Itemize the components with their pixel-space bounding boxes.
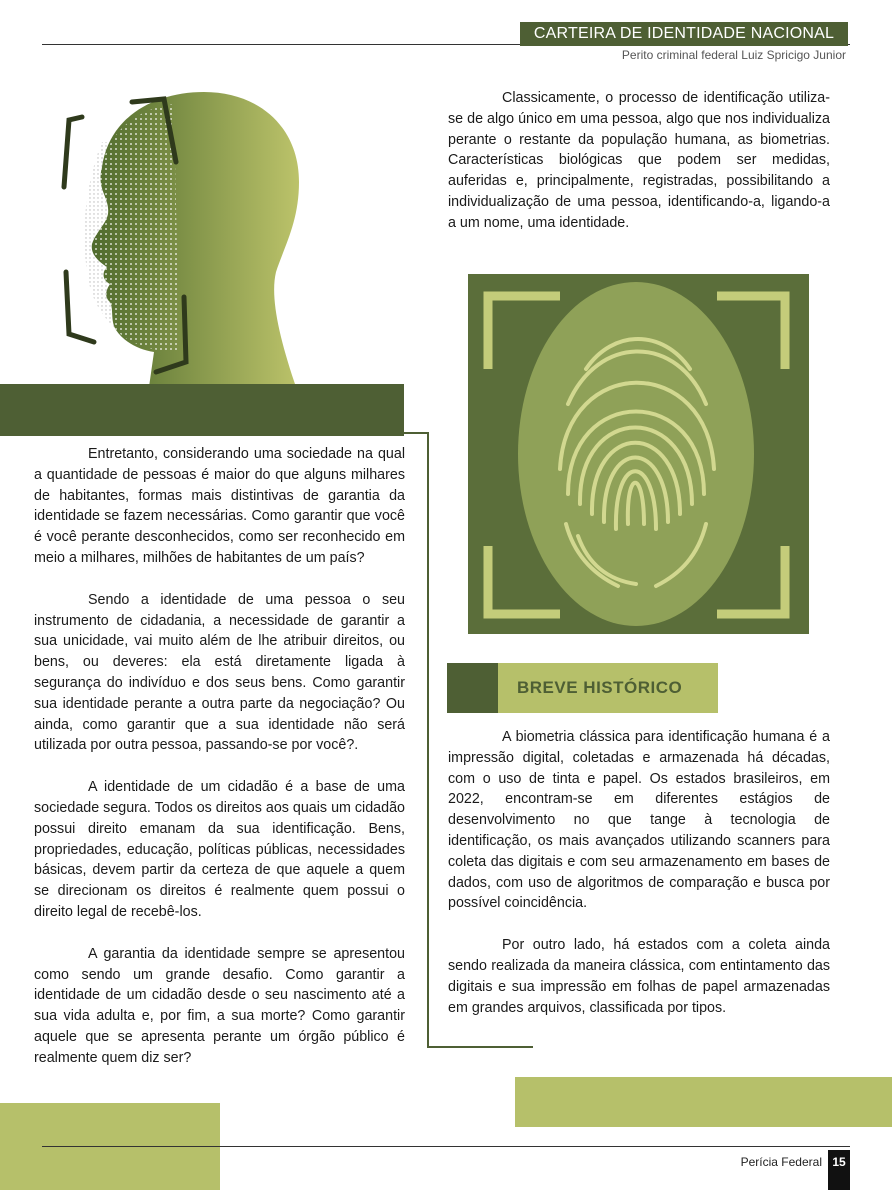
connector-line: [404, 432, 429, 434]
fingerprint-scan-icon: [468, 274, 809, 634]
page-number: 15: [828, 1150, 850, 1190]
header-title: CARTEIRA DE IDENTIDADE NACIONAL: [520, 22, 848, 46]
decor-block-right: [515, 1077, 892, 1127]
decor-bar-left: [0, 384, 404, 436]
right-column-body: [448, 727, 830, 1039]
paragraph: A biometria clássica para identificação humana é a impressão digital, coletadas e armazenada há décadas, com o uso de tinta e papel. Os estados brasileiros, em 2022, encontram-se em diferentes estágios de desenvolvimento no que tange à tecnologia de identificação, os mais avançados utilizando scanners para coleta das digitais e com seu armazenamento em bases de dados, com uso de algoritmos de comparação e busca por possível coincidência.: [448, 729, 830, 912]
paragraph: A identidade de um cidadão é a base de uma sociedade segura. Todos os direitos aos quais um cidadão possui direito emanam da sua identificação. Bens, propriedades, educação, políticas públicas, necessidades básicas, devem partir da certeza de que aquele a quem se direcionam os direitos é realmente quem possui o direito legal de recebê-los.: [34, 779, 405, 920]
section-header-accent: [447, 663, 498, 713]
left-column: [34, 444, 405, 1090]
connector-line: [427, 1046, 533, 1048]
section-title: BREVE HISTÓRICO: [517, 678, 683, 697]
footer-divider: [42, 1146, 850, 1147]
paragraph: Sendo a identidade de uma pessoa o seu instrumento de cidadania, a necessidade de garantir a sua unicidade, vai muito além de lhe atribuir direitos, ou bens, ou deveres: ela está diretamente ligada à segurança do indivíduo e dos seus bens. Como garantir sua identidade perante a outra parte da negociação? Ou ainda, como garantir que a sua identidade não será utilizada por outra pessoa, passando-se por você?.: [34, 591, 405, 754]
right-column-intro: [448, 88, 830, 255]
paragraph: Por outro lado, há estados com a coleta ainda sendo realizada da maneira clássica, com entintamento das digitais e sua impressão em folhas de papel armazenadas em grandes arquivos, classificada por tipos.: [448, 937, 830, 1016]
section-header-breve-historico: [447, 663, 718, 713]
connector-line: [427, 432, 429, 1047]
face-scan-icon: [44, 72, 384, 387]
header-author: Perito criminal federal Luiz Spricigo Junior: [621, 48, 846, 62]
paragraph: Entretanto, considerando uma sociedade na qual a quantidade de pessoas é maior do que alguns milhares de habitantes, formas mais distintivas de garantia da identidade se fazem necessárias. Como garantir que você é você perante desconhecidos, como ser reconhecido em meio a milhares, milhões de habitantes de um país?: [34, 446, 405, 566]
footer-publication: Perícia Federal: [740, 1155, 822, 1169]
paragraph: A garantia da identidade sempre se apresentou como sendo um grande desafio. Como garantir a identidade de um cidadão desde o seu nascimento até a sua vida adulta e, por fim, a sua morte? Como garantir aquele que se apresenta perante um órgão público é realmente quem diz ser?: [34, 945, 405, 1066]
paragraph: Classicamente, o processo de identificação utiliza-se de algo único em uma pessoa, algo que nos individualiza perante o restante da população humana, as biometrias. Características biológicas que podem ser medidas, auferidas e, principalmente, registradas, possibilitando a individualização de uma pessoa, identificando-a, ligando-a a um nome, uma identidade.: [448, 90, 830, 231]
